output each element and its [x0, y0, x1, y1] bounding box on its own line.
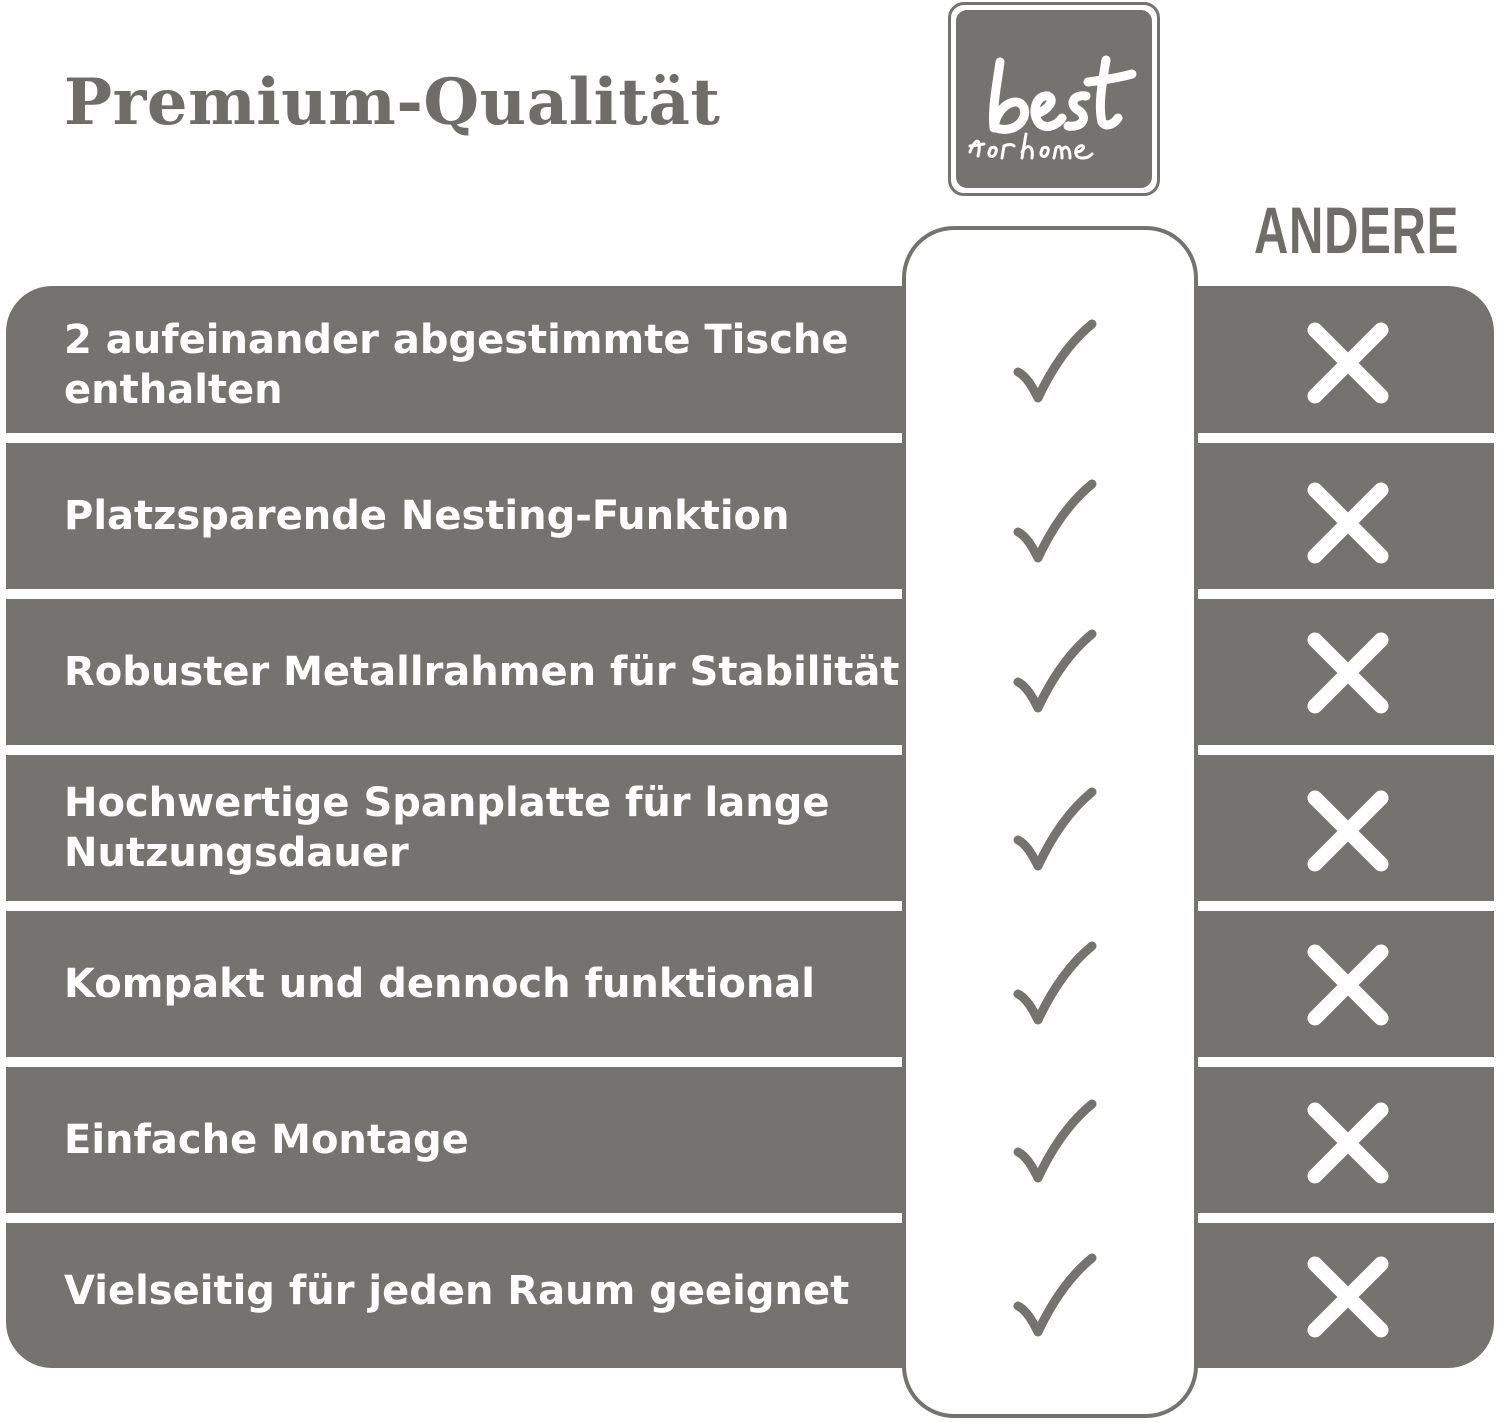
check-icon	[1008, 1252, 1098, 1342]
cross-icon	[1303, 1252, 1393, 1342]
check-icon	[1008, 1098, 1098, 1188]
competitor-column-header: ANDERE	[1254, 193, 1459, 267]
brand-logo	[948, 2, 1160, 196]
cross-icon	[1303, 318, 1393, 408]
row-divider	[6, 589, 1494, 599]
row-divider	[6, 1213, 1494, 1223]
check-icon	[1008, 786, 1098, 876]
check-icon	[1008, 478, 1098, 568]
cross-icon	[1303, 940, 1393, 1030]
row-divider	[6, 901, 1494, 911]
row-divider	[6, 433, 1494, 443]
feature-label: Hochwertige Spanplatte für lange Nutzungsdauer	[64, 780, 830, 876]
row-divider	[6, 1057, 1494, 1067]
row-divider	[6, 745, 1494, 755]
feature-label: Robuster Metallrahmen für Stabilität	[64, 649, 900, 695]
check-icon	[1008, 940, 1098, 1030]
feature-label: Einfache Montage	[64, 1117, 469, 1163]
feature-label: 2 aufeinander abgestimmte Tische enthalten	[64, 317, 849, 413]
cross-icon	[1303, 478, 1393, 568]
cross-icon	[1303, 1098, 1393, 1188]
check-icon	[1008, 318, 1098, 408]
feature-label: Kompakt und dennoch funktional	[64, 961, 815, 1007]
cross-icon	[1303, 786, 1393, 876]
check-icon	[1008, 628, 1098, 718]
best-for-home-logo-icon	[956, 10, 1152, 188]
page-title: Premium-Qualität	[64, 65, 721, 140]
feature-label: Platzsparende Nesting-Funktion	[64, 493, 790, 539]
feature-label: Vielseitig für jeden Raum geeignet	[64, 1268, 850, 1314]
cross-icon	[1303, 628, 1393, 718]
